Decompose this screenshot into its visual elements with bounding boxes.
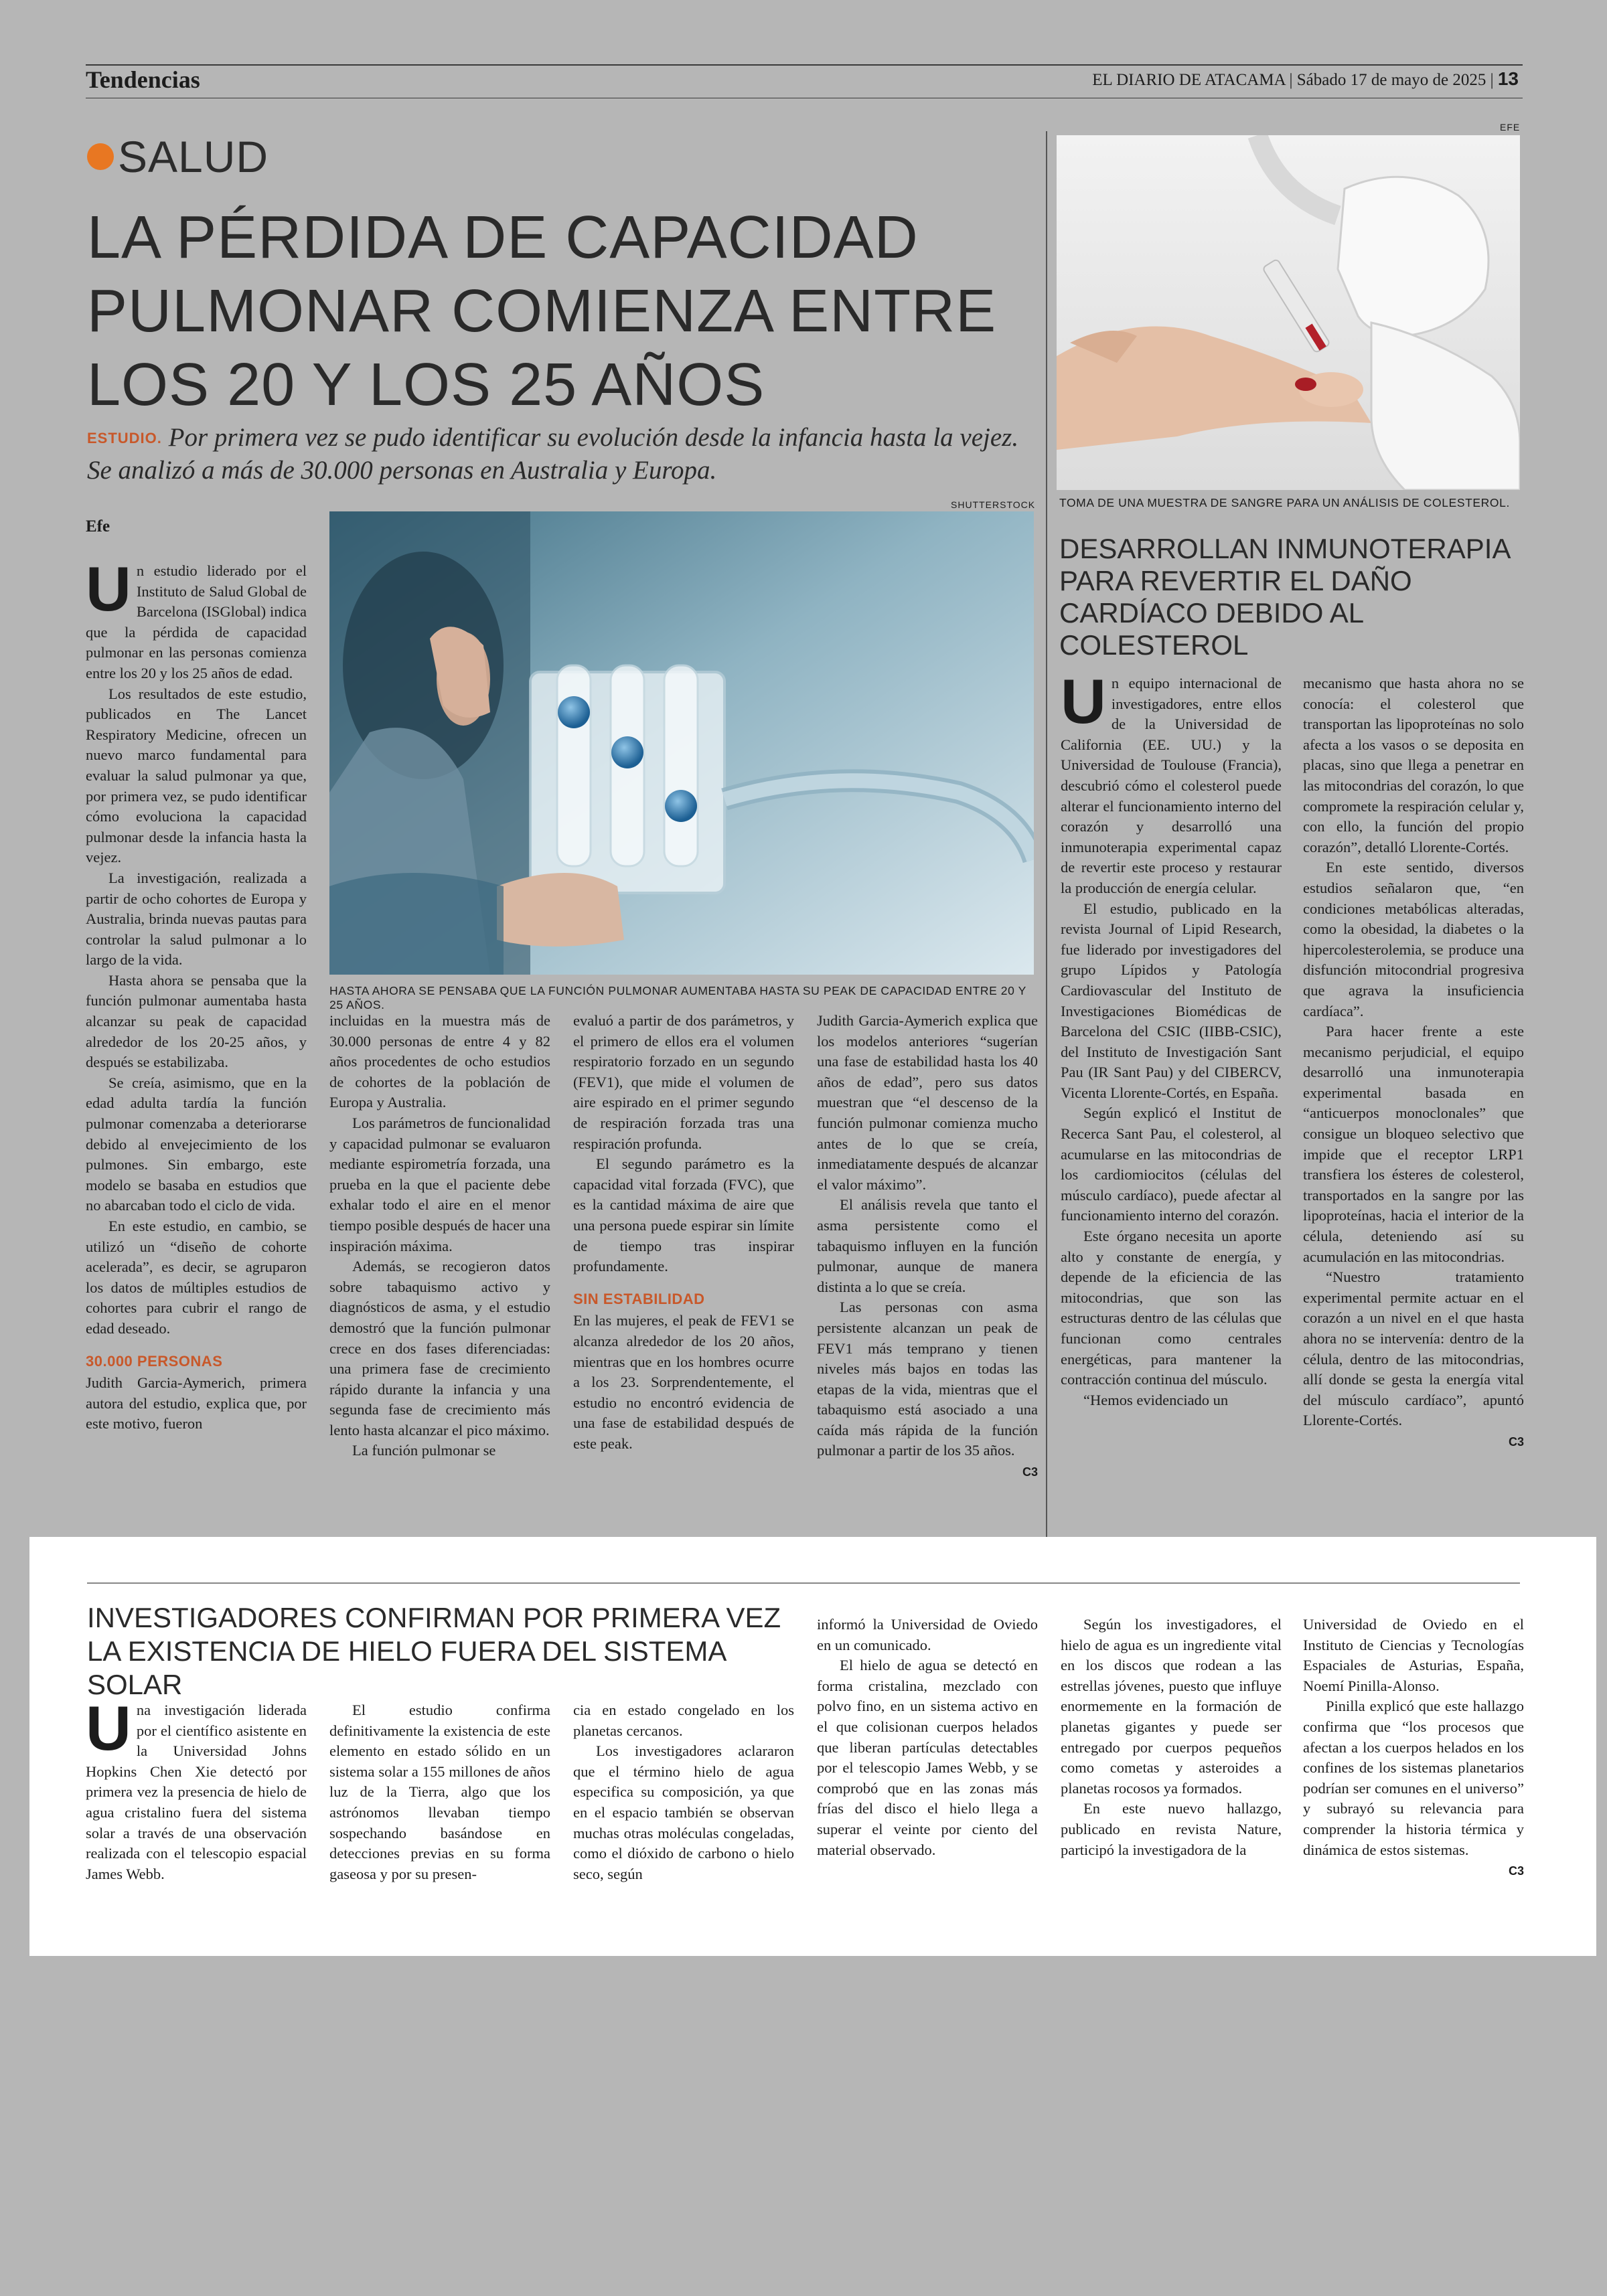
paragraph: [1061, 666, 1282, 899]
paragraph: Este órgano necesita un aporte alto y constante de energía, y depende de la eficiencia de las mitocondrias, que son las estructuras dentro de las células que funcionan como centrales energéticas, para mantener la contracción continua del músculo.: [1061, 1228, 1282, 1388]
end-mark-icon: C3: [1508, 1434, 1524, 1449]
paragraph: En este nuevo hallazgo, publicado en revista Nature, participó la investigadora de la: [1061, 1800, 1282, 1858]
header-rule-top: [86, 64, 1523, 66]
paragraph: Hasta ahora se pensaba que la función pulmonar aumentaba hasta alcanzar su peak de capacidad alrededor de los 20-25 años, y después se estabilizaba.: [86, 971, 307, 1071]
end-mark-icon: C3: [1508, 1864, 1524, 1878]
paragraph: Para hacer frente a este mecanismo perjudicial, el equipo desarrolló una inmunoterapia experimental basada en “anticuerpos monoclonales” que consigue un bloqueo selectivo que impide que el receptor LRP1 transfiera los ésteres de colesterol, transportados en la sangre por las lipoproteínas, hacia el interior de la célula, deteniendo así su acumulación en las mitocondrias.: [1303, 1023, 1524, 1265]
spirometer-illustration: [329, 511, 1034, 975]
end-mark-row: [1303, 1431, 1524, 1453]
deck-text: Por primera vez se pudo identificar su evolución desde la infancia hasta la vejez. Se analizó a más de 30.000 personas en Australia y Europa.: [87, 423, 1019, 485]
paragraph: Según explicó el Institut de Recerca Sant Pau, el colesterol, al acumularse en las mitocondrias de los cardiomiocitos (células del músculo cardíaco), puede afectar al funcionamiento interno del corazón.: [1061, 1104, 1282, 1224]
subhead: SIN ESTABILIDAD: [573, 1290, 705, 1307]
section-label: Tendencias: [86, 66, 200, 93]
paragraph: Los resultados de este estudio, publicados en The Lancet Respiratory Medicine, ofrecen un nuevo marco fundamental para evaluar la salud pulmonar ya que, por primera vez, se pudo identificar cómo evoluciona la capacidad pulmonar desde la infancia hasta la vejez.: [86, 685, 307, 866]
main-photo-caption: HASTA AHORA SE PENSABA QUE LA FUNCIÓN PULMONAR AUMENTABA HASTA SU PEAK DE CAPACIDAD ENTRE 20 Y 25 AÑOS.: [329, 984, 1026, 1011]
paragraph-text: na investigación liderada por el científico asistente en la Universidad Johns Hopkins Chen Xie detectó por primera vez la presencia de hielo de agua cristalino fuera del sistema solar a través de una observación realizada con el telescopio espacial James Webb.: [86, 1702, 307, 1882]
end-mark-row: [1303, 1860, 1524, 1882]
column-divider: [1046, 131, 1047, 1564]
bottom-article-rule: [87, 1582, 1520, 1584]
paragraph: cia en estado congelado en los planetas cercanos.: [573, 1702, 794, 1739]
paragraph: [86, 1693, 307, 1884]
main-column-2: [329, 1011, 550, 1461]
masthead: [1092, 68, 1519, 90]
subhead: 30.000 PERSONAS: [86, 1352, 223, 1370]
main-column-1: [86, 554, 307, 1434]
main-deck: [87, 422, 1038, 487]
side-photo-blood-sample: [1057, 135, 1520, 490]
paragraph: El estudio, publicado en la revista Journal of Lipid Research, fue liderado por investigadores del grupo Lípidos y Patología Cardiovascular del Instituto de Investigaciones Biomédicas de Barcelona del CSIC (IIBB-CSIC), del Instituto de Investigación Sant Pau (IR Sant Pau) y del CIBERCV, Vicenta Llorente-Cortés, en España.: [1061, 900, 1282, 1101]
byline: Efe: [86, 517, 110, 536]
paragraph: Además, se recogieron datos sobre tabaquismo activo y diagnósticos de asma, y el estudio demostró que la función pulmonar crece en dos fases diferenciadas: una primera fase de crecimiento rápido durante la infancia y una segunda fase de crecimiento más lento hasta alcanzar el pico máximo.: [329, 1258, 550, 1439]
side-headline: DESARROLLAN INMUNOTERAPIA PARA REVERTIR EL DAÑO CARDÍACO DEBIDO AL COLESTEROL: [1059, 533, 1510, 661]
topic-label: [87, 131, 269, 182]
dropcap: U: [1061, 666, 1106, 736]
paragraph: El hielo de agua se detectó en forma cristalina, mezclado con polvo fino, en un sistema activo en el que colisionan cuerpos helados que liberan partículas detectables por el telescopio James Webb, y se comprobó que en las zonas más frías del disco el hielo llega a superar el veinte por ciento del material observado.: [817, 1657, 1038, 1858]
main-headline: LA PÉRDIDA DE CAPACIDAD PULMONAR COMIENZA ENTRE LOS 20 Y LOS 25 AÑOS: [87, 204, 997, 418]
paragraph: En este estudio, en cambio, se utilizó un “diseño de cohorte acelerada”, es decir, se agruparon los datos de múltiples estudios de cohortes para cubrir el rango de edad deseado.: [86, 1218, 307, 1337]
paragraph: Los investigadores aclararon que el término hielo de agua especifica su composición, ya que en el espacio también se observan muchas otras moléculas congeladas, como el dióxido de carbono o hielo seco, según: [573, 1742, 794, 1882]
dropcap: U: [86, 554, 131, 624]
bottom-column-3: [573, 1700, 794, 1884]
masthead-text: EL DIARIO DE ATACAMA | Sábado 17 de mayo de 2025 |: [1092, 71, 1494, 89]
topic-text: SALUD: [118, 132, 269, 181]
end-mark-icon: C3: [1022, 1465, 1038, 1479]
main-photo-spirometer: [329, 511, 1034, 975]
bottom-column-6: [1303, 1615, 1524, 1882]
side-photo-caption: TOMA DE UNA MUESTRA DE SANGRE PARA UN ANÁLISIS DE COLESTEROL.: [1059, 496, 1510, 509]
paragraph-text: n equipo internacional de investigadores, entre ellos de la Universidad de California (EE. UU.) y la Universidad de Toulouse (Francia), descubrió cómo el colesterol puede alterar el funcionamiento interno del corazón y desarrolló una inmunoterapia experimental capaz de revertir este proceso y restaurar la producción de energía celular.: [1061, 675, 1282, 896]
paragraph: El segundo parámetro es la capacidad vital forzada (FVC), que es la cantidad máxima de aire que una persona puede espirar sin límite de tiempo tras inspirar profundamente.: [573, 1155, 794, 1275]
paragraph: La función pulmonar se: [352, 1442, 496, 1459]
bottom-headline: INVESTIGADORES CONFIRMAN POR PRIMERA VEZ LA EXISTENCIA DE HIELO FUERA DEL SISTEMA SOLAR: [87, 1602, 781, 1700]
paragraph: El estudio confirma definitivamente la existencia de este elemento en estado sólido en un sistema solar a 155 millones de años luz de la Tierra, algo que los astrónomos llevaban tiempo sospechando basándose en detecciones previas en su forma gaseosa y por su presen-: [329, 1702, 550, 1882]
paragraph: Universidad de Oviedo en el Instituto de Ciencias y Tecnologías Espaciales de Asturias, España, Noemí Pinilla-Alonso.: [1303, 1616, 1524, 1694]
paragraph: Los parámetros de funcionalidad y capacidad pulmonar se evaluaron mediante espirometría forzada, una prueba en la que el paciente debe exhalar todo el aire en el menor tiempo posible después de hacer una inspiración máxima.: [329, 1114, 550, 1254]
paragraph: En las mujeres, el peak de FEV1 se alcanza alrededor de los 20 años, mientras que en los hombres ocurre a los 23. Sorprendentemente, el estudio no encontró evidencia de una fase de estabilidad después de este peak.: [573, 1312, 794, 1452]
main-column-4: [817, 1011, 1038, 1483]
paragraph: Según los investigadores, el hielo de agua es un ingrediente vital en los discos que rodean a las estrellas jóvenes, puesto que influye enormemente en la formación de planetas gigantes y puede ser entregado por cuerpos pequeños como cometas y asteroides a planetas rocosos ya formados.: [1061, 1616, 1282, 1797]
paragraph: Las personas con asma persistente alcanzan un peak de FEV1 más temprano y tienen niveles más bajos en todas las etapas de la vida, mientras que el tabaquismo está asociado a una caída más rápida de la función pulmonar a partir de los 35 años.: [817, 1299, 1038, 1459]
side-photo-credit: EFE: [1500, 122, 1521, 133]
paragraph: El análisis revela que tanto el asma persistente como el tabaquismo influyen en la función pulmonar, aunque de manera distinta a lo que se creía.: [817, 1196, 1038, 1295]
paragraph: [86, 554, 307, 684]
paragraph: Judith Garcia-Aymerich explica que los modelos anteriores “sugerían una fase de estabilidad hasta los 40 años de edad”, pero sus datos muestran que “el descenso de la función pulmonar comienza mucho antes de lo que se creía, inmediatamente después de alcanzar el valor máximo”.: [817, 1012, 1038, 1193]
main-column-3: [573, 1011, 794, 1454]
bottom-column-2: [329, 1700, 550, 1884]
paragraph: Se creía, asimismo, que en la edad adulta tardía la función pulmonar comenzaba a deteriorarse debido al envejecimiento de los pulmones. Sin embargo, este modelo se basaba en estudios que no abarcaban todo el ciclo de vida.: [86, 1074, 307, 1214]
bottom-column-5: [1061, 1615, 1282, 1860]
blood-sample-illustration: [1057, 135, 1520, 490]
side-column-2: [1303, 673, 1524, 1453]
side-column-1: [1061, 666, 1282, 1410]
paragraph: “Hemos evidenciado un: [1083, 1391, 1229, 1408]
deck-kicker: ESTUDIO.: [87, 430, 162, 446]
paragraph: Pinilla explicó que este hallazgo confirma que “los procesos que afectan a los cuerpos helados en los confines de los sistemas planetarios podrían ser comunes en el universo” y subrayó su relevancia para comprender la historia térmica y dinámica de estos sistemas.: [1303, 1698, 1524, 1858]
paragraph: informó la Universidad de Oviedo en un comunicado.: [817, 1616, 1038, 1653]
paragraph: mecanismo que hasta ahora no se conocía: el colesterol que transportan las lipoproteínas no solo afecta a los vasos o se deposita en placas, sino que llega a penetrar en las mitocondrias del corazón, lo que compromete la respiración celular y, con ello, la función del propio corazón”, detalló Llorente-Cortés.: [1303, 675, 1524, 855]
paragraph: En este sentido, diversos estudios señalaron que, “en condiciones metabólicas alteradas, como la obesidad, la diabetes o la hipercolesterolemia, se produce una disfunción mitocondrial progresiva que agrava la insuficiencia cardíaca”.: [1303, 859, 1524, 1019]
dropcap: U: [86, 1693, 131, 1763]
paragraph-text: n estudio liderado por el Instituto de Salud Global de Barcelona (ISGlobal) indica que la pérdida de capacidad pulmonar en las personas comienza entre los 20 y los 25 años de edad.: [86, 562, 307, 681]
topic-dot-icon: [87, 143, 114, 170]
paragraph: Judith Garcia-Aymerich, primera autora del estudio, explica que, por este motivo, fueron: [86, 1374, 307, 1432]
paragraph: La investigación, realizada a partir de ocho cohortes de Europa y Australia, brinda nuevas pautas para controlar la salud pulmonar a lo largo de la vida.: [86, 869, 307, 969]
bottom-column-1: [86, 1693, 307, 1884]
paragraph: “Nuestro tratamiento experimental permite actuar en el corazón a un nivel en el que hasta ahora no se intervenía: dentro de la célula, dentro de las mitocondrias, allí donde se gesta la energía vital del músculo cardíaco”, apuntó Llorente-Cortés.: [1303, 1268, 1524, 1429]
paragraph: incluidas en la muestra más de 30.000 personas de entre 4 y 82 años procedentes de ocho estudios de cohortes de la población de Europa y Australia.: [329, 1012, 550, 1111]
end-mark-row: [817, 1461, 1038, 1483]
bottom-column-4: [817, 1615, 1038, 1860]
main-photo-credit: SHUTTERSTOCK: [951, 499, 1036, 510]
page-number: 13: [1497, 68, 1519, 89]
paragraph: evaluó a partir de dos parámetros, y el primero de ellos era el volumen respiratorio forzado en un segundo (FEV1), que mide el volumen de aire espirado en el primer segundo de respiración forzada tras una respiración profunda.: [573, 1012, 794, 1152]
